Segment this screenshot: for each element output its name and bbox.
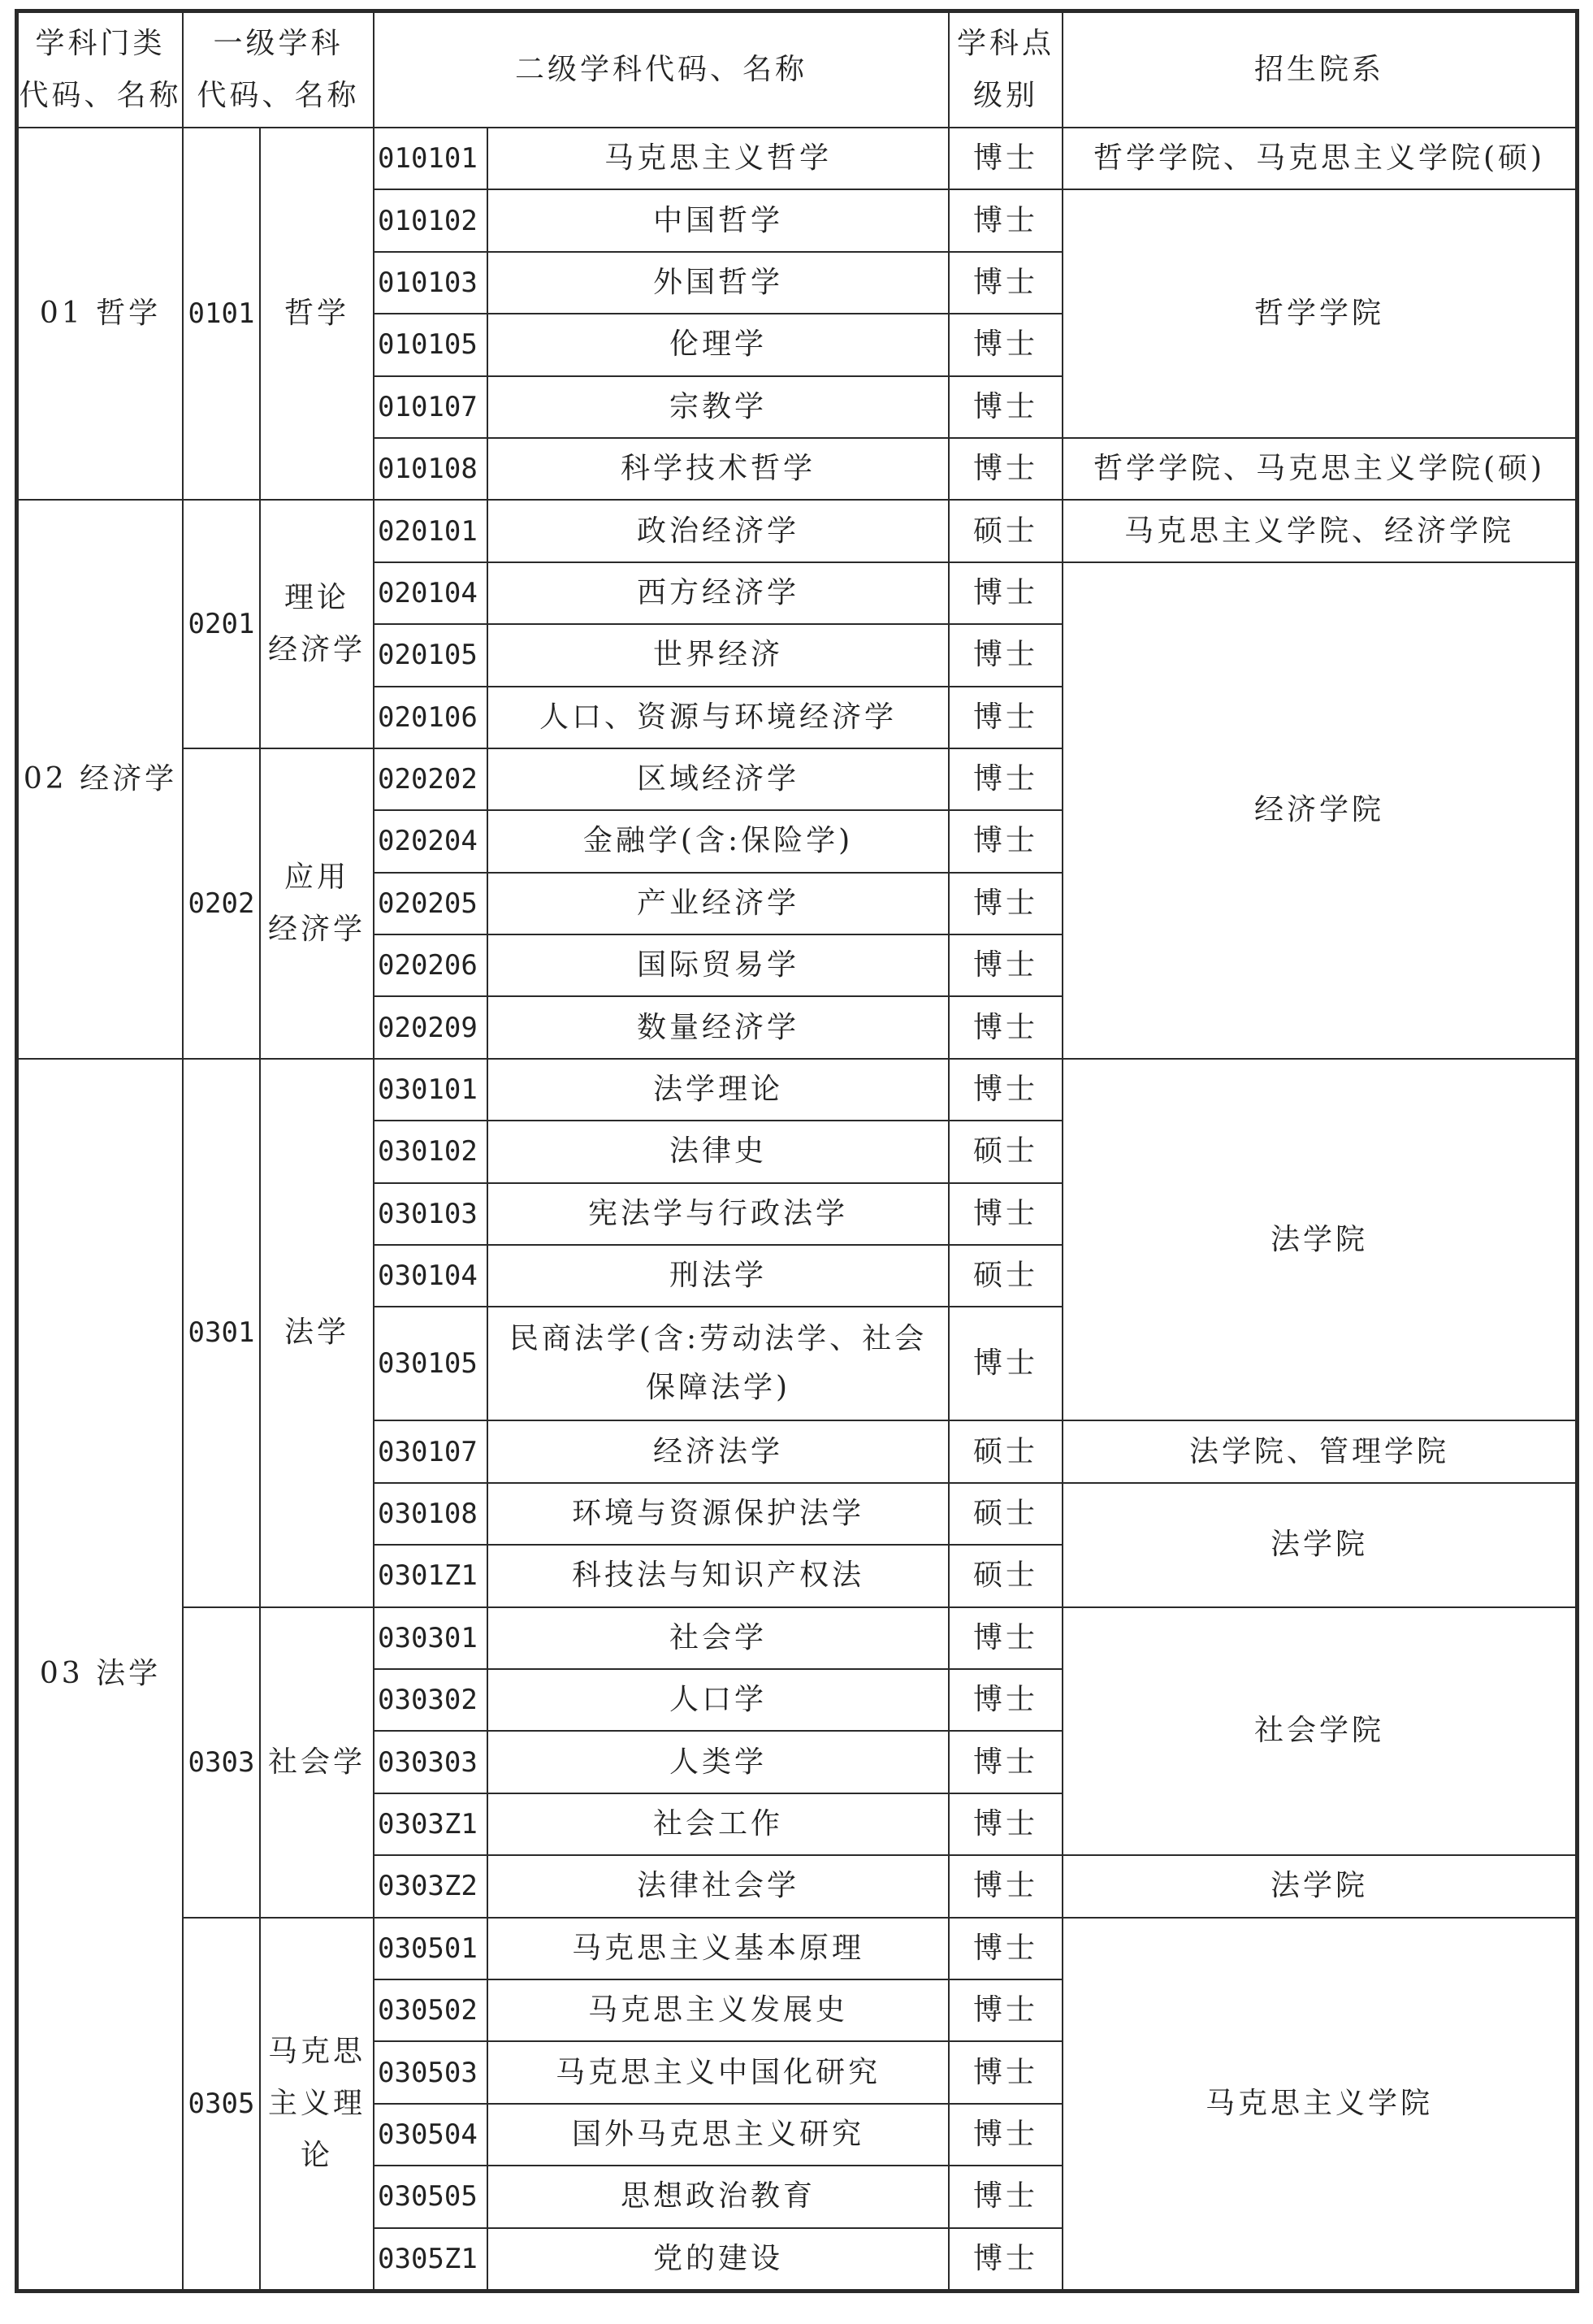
header-category: 学科门类 代码、名称 xyxy=(18,12,183,128)
header-row xyxy=(18,12,1576,128)
secondary-code: 010107 xyxy=(374,376,487,438)
secondary-name: 法律社会学 xyxy=(487,1855,949,1917)
secondary-code: 030303 xyxy=(374,1731,487,1793)
dept-cell: 法学院 xyxy=(1063,1059,1576,1421)
secondary-name: 中国哲学 xyxy=(487,189,949,251)
secondary-code: 030501 xyxy=(374,1918,487,1979)
secondary-code: 010108 xyxy=(374,438,487,500)
secondary-name: 法律史 xyxy=(487,1121,949,1182)
secondary-code: 030103 xyxy=(374,1183,487,1245)
level-cell: 硕士 xyxy=(949,500,1063,561)
secondary-code: 0301Z1 xyxy=(374,1545,487,1606)
level-cell: 博士 xyxy=(949,1855,1063,1917)
secondary-code: 030104 xyxy=(374,1245,487,1307)
dept-cell: 法学院 xyxy=(1063,1483,1576,1607)
secondary-code: 030301 xyxy=(374,1607,487,1669)
secondary-name: 世界经济 xyxy=(487,624,949,686)
level-cell: 博士 xyxy=(949,314,1063,375)
secondary-code: 020205 xyxy=(374,873,487,934)
secondary-name: 宪法学与行政法学 xyxy=(487,1183,949,1245)
category-cell: 02 经济学 xyxy=(18,500,183,1059)
secondary-code: 030502 xyxy=(374,1979,487,2041)
secondary-name: 法学理论 xyxy=(487,1059,949,1121)
secondary-name: 马克思主义中国化研究 xyxy=(487,2041,949,2103)
level-cell: 博士 xyxy=(949,2228,1063,2290)
level-cell: 博士 xyxy=(949,687,1063,748)
dept-cell: 哲学学院、马克思主义学院(硕) xyxy=(1063,438,1576,500)
dept-cell: 法学院、管理学院 xyxy=(1063,1420,1576,1482)
category-cell: 03 法学 xyxy=(18,1059,183,2290)
secondary-code: 020105 xyxy=(374,624,487,686)
level-cell: 博士 xyxy=(949,1307,1063,1420)
secondary-code: 030503 xyxy=(374,2041,487,2103)
level-cell: 博士 xyxy=(949,934,1063,996)
primary-name: 哲学 xyxy=(260,128,374,500)
secondary-name: 民商法学(含:劳动法学、社会 保障法学) xyxy=(487,1307,949,1420)
header-dept: 招生院系 xyxy=(1063,12,1576,128)
secondary-name: 人口、资源与环境经济学 xyxy=(487,687,949,748)
secondary-code: 030107 xyxy=(374,1420,487,1482)
category-cell: 01 哲学 xyxy=(18,128,183,500)
header-level: 学科点 级别 xyxy=(949,12,1063,128)
level-cell: 博士 xyxy=(949,1607,1063,1669)
level-cell: 博士 xyxy=(949,252,1063,314)
secondary-name: 西方经济学 xyxy=(487,562,949,624)
secondary-name: 人类学 xyxy=(487,1731,949,1793)
primary-code: 0101 xyxy=(183,128,260,500)
level-cell: 硕士 xyxy=(949,1420,1063,1482)
secondary-name: 区域经济学 xyxy=(487,748,949,810)
level-cell: 博士 xyxy=(949,1059,1063,1121)
primary-name: 社会学 xyxy=(260,1607,374,1918)
secondary-code: 0303Z1 xyxy=(374,1793,487,1855)
level-cell: 博士 xyxy=(949,2166,1063,2227)
dept-cell: 经济学院 xyxy=(1063,562,1576,1059)
level-cell: 博士 xyxy=(949,1669,1063,1731)
secondary-code: 020104 xyxy=(374,562,487,624)
secondary-name: 党的建设 xyxy=(487,2228,949,2290)
table-row xyxy=(18,500,1576,561)
level-cell: 博士 xyxy=(949,128,1063,189)
secondary-code: 010101 xyxy=(374,128,487,189)
secondary-name: 社会学 xyxy=(487,1607,949,1669)
primary-code: 0202 xyxy=(183,748,260,1059)
secondary-code: 010102 xyxy=(374,189,487,251)
secondary-code: 030102 xyxy=(374,1121,487,1182)
secondary-code: 010105 xyxy=(374,314,487,375)
level-cell: 博士 xyxy=(949,748,1063,810)
level-cell: 博士 xyxy=(949,873,1063,934)
level-cell: 博士 xyxy=(949,438,1063,500)
level-cell: 博士 xyxy=(949,2041,1063,2103)
secondary-name: 数量经济学 xyxy=(487,996,949,1058)
secondary-code: 020202 xyxy=(374,748,487,810)
primary-code: 0301 xyxy=(183,1059,260,1607)
level-cell: 博士 xyxy=(949,624,1063,686)
level-cell: 硕士 xyxy=(949,1545,1063,1606)
secondary-code: 030108 xyxy=(374,1483,487,1545)
secondary-code: 030101 xyxy=(374,1059,487,1121)
primary-name: 法学 xyxy=(260,1059,374,1607)
secondary-name: 国外马克思主义研究 xyxy=(487,2104,949,2166)
discipline-table xyxy=(17,11,1577,2291)
secondary-code: 020101 xyxy=(374,500,487,561)
level-cell: 博士 xyxy=(949,1183,1063,1245)
secondary-name: 经济法学 xyxy=(487,1420,949,1482)
table-row xyxy=(18,1607,1576,1669)
secondary-name: 环境与资源保护法学 xyxy=(487,1483,949,1545)
secondary-code: 020206 xyxy=(374,934,487,996)
secondary-name: 马克思主义基本原理 xyxy=(487,1918,949,1979)
table-row xyxy=(18,1918,1576,1979)
dept-cell: 社会学院 xyxy=(1063,1607,1576,1856)
secondary-code: 020209 xyxy=(374,996,487,1058)
primary-name: 理论 经济学 xyxy=(260,500,374,748)
secondary-name: 产业经济学 xyxy=(487,873,949,934)
secondary-code: 030505 xyxy=(374,2166,487,2227)
secondary-name: 政治经济学 xyxy=(487,500,949,561)
level-cell: 博士 xyxy=(949,1793,1063,1855)
table-row xyxy=(18,128,1576,189)
level-cell: 博士 xyxy=(949,376,1063,438)
level-cell: 博士 xyxy=(949,1979,1063,2041)
secondary-name: 金融学(含:保险学) xyxy=(487,810,949,872)
secondary-name: 马克思主义发展史 xyxy=(487,1979,949,2041)
secondary-name: 思想政治教育 xyxy=(487,2166,949,2227)
secondary-code: 030504 xyxy=(374,2104,487,2166)
level-cell: 硕士 xyxy=(949,1483,1063,1545)
secondary-code: 030105 xyxy=(374,1307,487,1420)
secondary-code: 0305Z1 xyxy=(374,2228,487,2290)
dept-cell: 法学院 xyxy=(1063,1855,1576,1917)
secondary-code: 0303Z2 xyxy=(374,1855,487,1917)
secondary-name: 刑法学 xyxy=(487,1245,949,1307)
dept-cell: 马克思主义学院 xyxy=(1063,1918,1576,2290)
level-cell: 博士 xyxy=(949,996,1063,1058)
dept-cell: 哲学学院 xyxy=(1063,189,1576,438)
primary-name: 应用 经济学 xyxy=(260,748,374,1059)
secondary-code: 020204 xyxy=(374,810,487,872)
secondary-name: 宗教学 xyxy=(487,376,949,438)
secondary-name: 伦理学 xyxy=(487,314,949,375)
level-cell: 博士 xyxy=(949,1918,1063,1979)
primary-code: 0303 xyxy=(183,1607,260,1918)
header-secondary: 二级学科代码、名称 xyxy=(374,12,949,128)
secondary-name: 科学技术哲学 xyxy=(487,438,949,500)
dept-cell: 马克思主义学院、经济学院 xyxy=(1063,500,1576,561)
level-cell: 硕士 xyxy=(949,1245,1063,1307)
secondary-name: 外国哲学 xyxy=(487,252,949,314)
level-cell: 博士 xyxy=(949,189,1063,251)
secondary-code: 030302 xyxy=(374,1669,487,1731)
secondary-name: 国际贸易学 xyxy=(487,934,949,996)
secondary-name: 人口学 xyxy=(487,1669,949,1731)
level-cell: 博士 xyxy=(949,2104,1063,2166)
level-cell: 博士 xyxy=(949,810,1063,872)
primary-code: 0201 xyxy=(183,500,260,748)
level-cell: 博士 xyxy=(949,1731,1063,1793)
secondary-code: 020106 xyxy=(374,687,487,748)
primary-name: 马克思 主义理 论 xyxy=(260,1918,374,2290)
table-row xyxy=(18,1059,1576,1121)
level-cell: 硕士 xyxy=(949,1121,1063,1182)
secondary-code: 010103 xyxy=(374,252,487,314)
primary-code: 0305 xyxy=(183,1918,260,2290)
secondary-name: 科技法与知识产权法 xyxy=(487,1545,949,1606)
secondary-name: 马克思主义哲学 xyxy=(487,128,949,189)
level-cell: 博士 xyxy=(949,562,1063,624)
header-primary: 一级学科 代码、名称 xyxy=(183,12,374,128)
dept-cell: 哲学学院、马克思主义学院(硕) xyxy=(1063,128,1576,189)
secondary-name: 社会工作 xyxy=(487,1793,949,1855)
